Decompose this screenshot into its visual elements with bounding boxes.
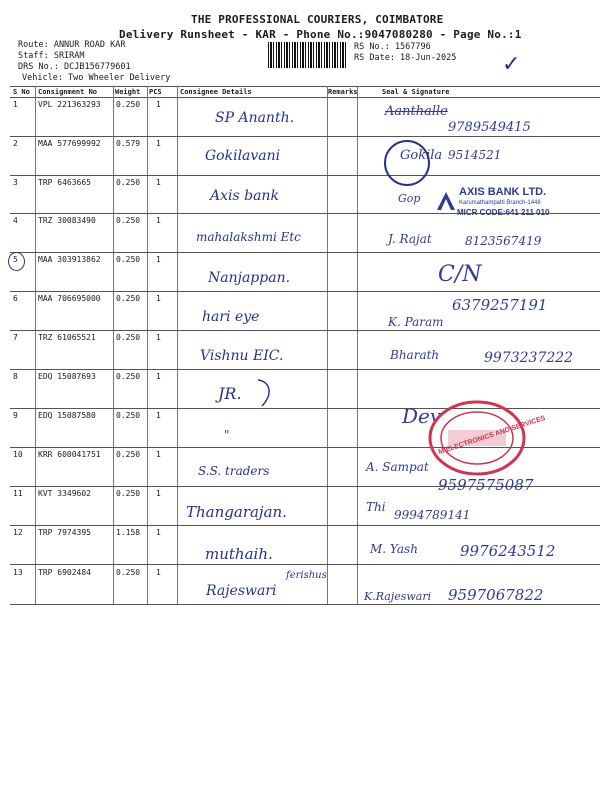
row-signature: Bharath bbox=[390, 348, 440, 362]
row-consignment: TRZ 30083490 bbox=[38, 216, 96, 225]
row-phone: 9976243512 bbox=[460, 542, 556, 560]
row-signature: C/N bbox=[438, 262, 482, 287]
row-consignee: Vishnu EIC. bbox=[200, 348, 284, 364]
route-label: Route: ANNUR ROAD KAR bbox=[18, 40, 126, 50]
row-consignment: VPL 221363293 bbox=[38, 100, 101, 109]
row-consignment: EDQ 15087693 bbox=[38, 372, 96, 381]
col-divider-4 bbox=[177, 86, 178, 604]
row-weight: 0.250 bbox=[116, 333, 141, 342]
axis-stamp-name: AXIS BANK LTD. bbox=[459, 186, 547, 198]
row-border bbox=[10, 136, 600, 137]
row-sno: 2 bbox=[13, 139, 18, 148]
row-signature: J. Rajat bbox=[388, 232, 432, 246]
staff-label: Staff: SRIRAM bbox=[18, 51, 85, 61]
row-consignment: TRZ 61065521 bbox=[38, 333, 96, 342]
row-consignee: SP Ananth. bbox=[215, 110, 295, 126]
row-consignee: JR. bbox=[218, 384, 242, 403]
col-divider-2 bbox=[113, 86, 114, 604]
axis-stamp-branch: Karumathampatti Branch-1448 bbox=[459, 200, 541, 206]
row-consignee: " bbox=[224, 428, 230, 442]
row-weight: 0.579 bbox=[116, 139, 141, 148]
row-sno: 9 bbox=[13, 411, 18, 420]
row-consignment: MAA 303913862 bbox=[38, 255, 101, 264]
row-consignment: MAA 577699992 bbox=[38, 139, 101, 148]
row-sno: 12 bbox=[13, 528, 23, 537]
row-weight: 0.250 bbox=[116, 411, 141, 420]
row-weight: 0.250 bbox=[116, 216, 141, 225]
row-sno: 1 bbox=[13, 100, 18, 109]
row-pcs: 1 bbox=[156, 372, 161, 381]
row-weight: 0.250 bbox=[116, 568, 141, 577]
row-consignee: Axis bank bbox=[210, 188, 279, 204]
row-consignee: Gokilavani bbox=[205, 148, 281, 164]
rs-date-label: RS Date: 18-Jun-2025 bbox=[354, 53, 457, 63]
round-stamp-text: M ELECTRONICS AND SERVICES bbox=[437, 414, 547, 457]
axis-stamp-micr: MICR CODE:641 211 010 bbox=[457, 208, 550, 217]
col-header-weight: Weight bbox=[115, 88, 141, 96]
row-consignment: TRP 7974395 bbox=[38, 528, 91, 537]
row-border bbox=[10, 564, 600, 565]
row-weight: 0.250 bbox=[116, 489, 141, 498]
row-sno: 13 bbox=[13, 568, 23, 577]
table-top-border bbox=[10, 86, 600, 87]
scribble-circle bbox=[384, 140, 430, 186]
col-header-pcs: PCS bbox=[149, 88, 162, 96]
row-pcs: 1 bbox=[156, 216, 161, 225]
row-signature: K. Param bbox=[388, 315, 444, 329]
row-sno: 4 bbox=[13, 216, 18, 225]
row-phone: 9973237222 bbox=[484, 350, 574, 366]
row-border bbox=[10, 291, 600, 292]
row-pcs: 1 bbox=[156, 528, 161, 537]
row-signature: A. Sampat bbox=[366, 460, 429, 474]
row-pcs: 1 bbox=[156, 450, 161, 459]
row-border bbox=[10, 252, 600, 253]
row-sno: 3 bbox=[13, 178, 18, 187]
row-border bbox=[10, 369, 600, 370]
row-pcs: 1 bbox=[156, 333, 161, 342]
row-pcs: 1 bbox=[156, 489, 161, 498]
row-sno: 11 bbox=[13, 489, 23, 498]
row-pcs: 1 bbox=[156, 411, 161, 420]
axis-bank-stamp bbox=[425, 182, 560, 224]
row-pcs: 1 bbox=[156, 568, 161, 577]
row-consignment: TRP 6463665 bbox=[38, 178, 91, 187]
row-weight: 0.250 bbox=[116, 255, 141, 264]
col-divider-5 bbox=[327, 86, 328, 604]
row-weight: 0.250 bbox=[116, 450, 141, 459]
col-header-seal: Seal & Signature bbox=[382, 88, 450, 96]
row-consignee: mahalakshmi Etc bbox=[196, 230, 301, 244]
row-pcs: 1 bbox=[156, 255, 161, 264]
row-signature: Dev bbox=[402, 404, 442, 428]
row-signature: Thi bbox=[366, 500, 386, 514]
col-header-remarks: Remarks bbox=[328, 88, 358, 96]
vehicle-label: Vehicle: Two Wheeler Delivery bbox=[22, 73, 171, 83]
row-pcs: 1 bbox=[156, 100, 161, 109]
row-phone: 9514521 bbox=[448, 148, 502, 162]
row-weight: 0.250 bbox=[116, 372, 141, 381]
row-phone: 6379257191 bbox=[452, 296, 548, 314]
col-divider-3 bbox=[147, 86, 148, 604]
row-weight: 0.250 bbox=[116, 294, 141, 303]
row-weight: 0.250 bbox=[116, 178, 141, 187]
row-signature: Gokila bbox=[400, 148, 443, 163]
row-signature: M. Yash bbox=[370, 542, 418, 556]
tick-mark: ✓ bbox=[502, 52, 521, 77]
row-sno: 5 bbox=[13, 255, 18, 264]
row-pcs: 1 bbox=[156, 178, 161, 187]
row-consignee: Nanjappan. bbox=[208, 270, 291, 286]
row-phone: 9597067822 bbox=[448, 586, 544, 604]
row-consignee: muthaih. bbox=[205, 545, 273, 563]
row-phone: 9994789141 bbox=[394, 508, 471, 522]
row-sno: 7 bbox=[13, 333, 18, 342]
row-weight: 0.250 bbox=[116, 100, 141, 109]
row-weight: 1.158 bbox=[116, 528, 141, 537]
row-consignee: hari eye bbox=[202, 309, 260, 325]
col-header-consignment: Consignment No bbox=[38, 88, 98, 96]
row-consignee: S.S. traders bbox=[198, 464, 270, 478]
row-signature: Aanthalle bbox=[385, 104, 448, 119]
row-sno: 10 bbox=[13, 450, 23, 459]
consignee-correction: ferishus bbox=[286, 570, 327, 581]
row-phone: 8123567419 bbox=[465, 234, 542, 248]
col-divider-6 bbox=[357, 86, 358, 604]
table-bottom-border bbox=[10, 604, 600, 605]
row-consignee: Rajeswari bbox=[206, 583, 277, 599]
row-phone: 9597575087 bbox=[438, 476, 534, 494]
row-phone: 9789549415 bbox=[448, 120, 531, 135]
row-pcs: 1 bbox=[156, 139, 161, 148]
row-border bbox=[10, 175, 600, 176]
col-header-sno: S No bbox=[13, 88, 30, 96]
row-sno: 8 bbox=[13, 372, 18, 381]
row-consignment: MAA 706695000 bbox=[38, 294, 101, 303]
row-pcs: 1 bbox=[156, 294, 161, 303]
col-divider-1 bbox=[35, 86, 36, 604]
runsheet-subtitle: Delivery Runsheet - KAR - Phone No.:9047080280 - Page No.:1 bbox=[119, 28, 522, 41]
row-sno: 6 bbox=[13, 294, 18, 303]
table-header-border bbox=[10, 97, 600, 98]
col-header-consignee: Consignee Details bbox=[180, 88, 252, 96]
drs-label: DRS No.: DCJB156779601 bbox=[18, 62, 131, 72]
bracket-scribble bbox=[250, 376, 280, 416]
row-consignee: Thangarajan. bbox=[186, 503, 287, 521]
row-consignment: KVT 3349602 bbox=[38, 489, 91, 498]
row-signature: Gop bbox=[398, 192, 421, 205]
axis-logo-icon bbox=[435, 190, 457, 212]
row-consignment: EDQ 15087580 bbox=[38, 411, 96, 420]
rs-no-label: RS No.: 1567796 bbox=[354, 42, 431, 52]
row-signature: K.Rajeswari bbox=[364, 590, 432, 603]
row-consignment: KRR 600041751 bbox=[38, 450, 101, 459]
company-title: THE PROFESSIONAL COURIERS, COIMBATORE bbox=[191, 13, 444, 26]
row-border bbox=[10, 525, 600, 526]
row-consignment: TRP 6902484 bbox=[38, 568, 91, 577]
row-border bbox=[10, 330, 600, 331]
barcode-graphic bbox=[268, 42, 348, 68]
